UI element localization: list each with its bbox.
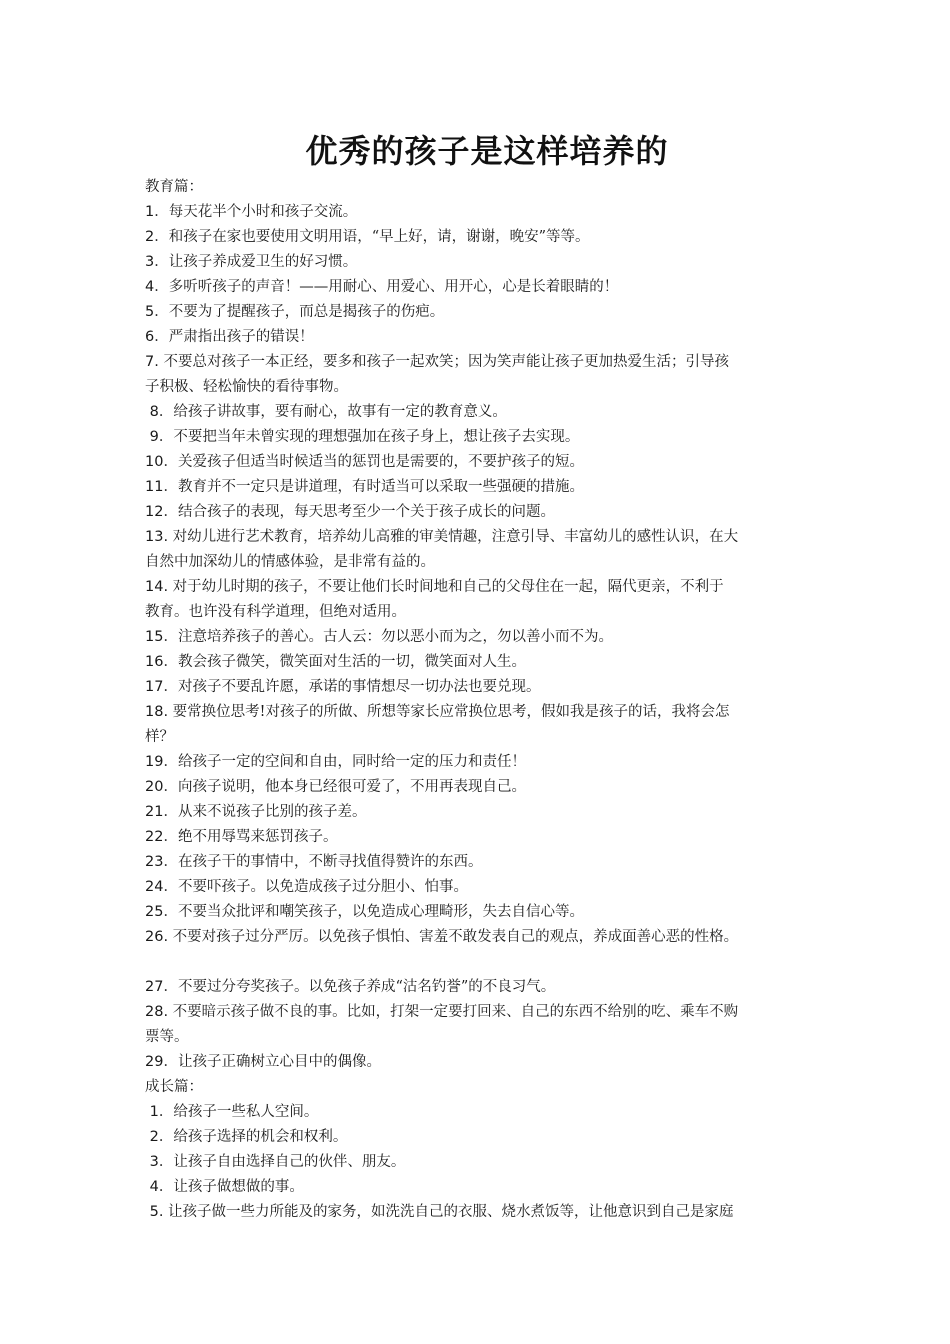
item-text: 样？: [145, 729, 174, 745]
text-line: [145, 750, 809, 775]
text-line: [145, 575, 809, 600]
item-number: 2．: [145, 1129, 174, 1145]
item-text: 绝不用辱骂来惩罚孩子。: [177, 829, 338, 845]
item-text: 不要对孩子过分严厉。以免孩子惧怕、害羞不敢发表自己的观点，养成面善心恶的性格。: [168, 929, 739, 945]
item-text: 让孩子做想做的事。: [173, 1179, 304, 1195]
item-number: 28.: [145, 1004, 169, 1020]
item-text: 给孩子一些私人空间。: [173, 1104, 319, 1120]
item-number: 20．: [145, 779, 178, 795]
item-number: 11．: [145, 479, 178, 495]
item-text: 不要把当年未曾实现的理想强加在孩子身上，想让孩子去实现。: [173, 429, 580, 445]
item-text: 从来不说孩子比别的孩子差。: [177, 804, 367, 820]
item-number: 12．: [145, 504, 178, 520]
text-line: [145, 1100, 809, 1125]
item-number: 23．: [145, 854, 178, 870]
text-line: [145, 850, 809, 875]
item-text: 不要当众批评和嘲笑孩子，以免造成心理畸形，失去自信心等。: [177, 904, 584, 920]
item-text: 对于幼儿时期的孩子，不要让他们长时间地和自己的父母住在一起，隔代更亲，不利于: [168, 579, 724, 595]
item-text: 要常换位思考!对孩子的所做、所想等家长应常换位思考，假如我是孩子的话，我将会怎: [168, 704, 730, 720]
text-line: [145, 675, 809, 700]
item-text: 不要总对孩子一本正经，要多和孩子一起欢笑；因为笑声能让孩子更加热爱生活；引导孩: [158, 354, 729, 370]
item-text: 教会孩子微笑，微笑面对生活的一切，微笑面对人生。: [177, 654, 526, 670]
item-text: 子积极、轻松愉快的看待事物。: [145, 379, 348, 395]
item-number: 27．: [145, 979, 178, 995]
text-line: [145, 725, 809, 750]
item-text: 给孩子选择的机会和权利。: [173, 1129, 348, 1145]
item-text: 教育。也许没有科学道理，但绝对适用。: [145, 604, 406, 620]
item-number: 24．: [145, 879, 178, 895]
text-line: [145, 900, 809, 925]
text-line: [145, 600, 809, 625]
item-text: 在孩子干的事情中，不断寻找值得赞许的东西。: [177, 854, 483, 870]
item-number: 5．: [145, 304, 169, 320]
document-title: 优秀的孩子是这样培养的: [305, 132, 669, 170]
item-text: 对孩子不要乱许愿，承诺的事情想尽一切办法也要兑现。: [177, 679, 541, 695]
document-body: [145, 175, 809, 1225]
item-text: 给孩子讲故事，要有耐心，故事有一定的教育意义。: [173, 404, 507, 420]
text-line: [145, 350, 809, 375]
item-number: 8．: [145, 404, 174, 420]
document-page: [145, 0, 809, 1225]
item-text: 和孩子在家也要使用文明用语，“早上好，请，谢谢，晚安”等等。: [168, 229, 590, 245]
text-line: [145, 975, 809, 1000]
item-number: 17．: [145, 679, 178, 695]
item-number: 19．: [145, 754, 178, 770]
item-number: 2．: [145, 229, 169, 245]
item-number: 6．: [145, 329, 169, 345]
item-number: 3．: [145, 254, 169, 270]
item-text: 关爱孩子但适当时候适当的惩罚也是需要的，不要护孩子的短。: [177, 454, 584, 470]
text-line: [145, 425, 809, 450]
item-text: 让孩子做一些力所能及的家务，如洗洗自己的衣服、烧水煮饭等，让他意识到自己是家庭: [163, 1204, 734, 1220]
item-number: 22．: [145, 829, 178, 845]
item-text: 向孩子说明，他本身已经很可爱了，不用再表现自己。: [177, 779, 526, 795]
text-line: [145, 800, 809, 825]
text-line: [145, 400, 809, 425]
text-line: [145, 1025, 809, 1050]
item-text: 结合孩子的表现，每天思考至少一个关于孩子成长的问题。: [177, 504, 555, 520]
item-number: 15．: [145, 629, 178, 645]
blank-line: [145, 950, 809, 975]
text-line: [145, 225, 809, 250]
item-number: 1．: [145, 204, 169, 220]
item-number: 16．: [145, 654, 178, 670]
item-text: 让孩子正确树立心目中的偶像。: [177, 1054, 381, 1070]
item-number: 4．: [145, 279, 169, 295]
item-text: 多听听孩子的声音！——用耐心、用爱心、用开心，心是长着眼睛的！: [168, 279, 619, 295]
text-line: [145, 375, 809, 400]
item-number: 7.: [145, 354, 159, 370]
text-line: [145, 200, 809, 225]
text-line: [145, 925, 809, 950]
item-number: 21．: [145, 804, 178, 820]
item-text: 严肃指出孩子的错误！: [168, 329, 314, 345]
item-number: 18.: [145, 704, 169, 720]
text-line: [145, 625, 809, 650]
text-line: [145, 550, 809, 575]
text-line: [145, 1200, 809, 1225]
item-text: 每天花半个小时和孩子交流。: [168, 204, 358, 220]
item-text: 对幼儿进行艺术教育，培养幼儿高雅的审美情趣，注意引导、丰富幼儿的感性认识，在大: [168, 529, 739, 545]
text-line: [145, 300, 809, 325]
text-line: [145, 450, 809, 475]
text-line: [145, 1050, 809, 1075]
text-line: [145, 1000, 809, 1025]
text-line: [145, 1175, 809, 1200]
item-text: 注意培养孩子的善心。古人云：勿以恶小而为之，勿以善小而不为。: [177, 629, 613, 645]
item-number: 29．: [145, 1054, 178, 1070]
text-line: [145, 175, 809, 200]
text-line: [145, 525, 809, 550]
item-text: 成长篇：: [145, 1079, 203, 1095]
item-number: 9．: [145, 429, 174, 445]
item-text: 教育并不一定只是讲道理，有时适当可以采取一些强硬的措施。: [177, 479, 584, 495]
item-number: 25．: [145, 904, 178, 920]
item-number: 13.: [145, 529, 169, 545]
item-text: 不要吓孩子。以免造成孩子过分胆小、怕事。: [177, 879, 468, 895]
text-line: [145, 1125, 809, 1150]
text-line: [145, 475, 809, 500]
item-text: 不要为了提醒孩子，而总是揭孩子的伤疤。: [168, 304, 445, 320]
item-text: 教育篇：: [145, 179, 203, 195]
text-line: [145, 325, 809, 350]
item-text: 让孩子养成爱卫生的好习惯。: [168, 254, 358, 270]
item-text: 不要暗示孩子做不良的事。比如，打架一定要打回来、自己的东西不给别的吃、乘车不购: [168, 1004, 739, 1020]
text-line: [145, 700, 809, 725]
item-number: 4．: [145, 1179, 174, 1195]
item-number: 3．: [145, 1154, 174, 1170]
item-text: 让孩子自由选择自己的伙伴、朋友。: [173, 1154, 406, 1170]
text-line: [145, 775, 809, 800]
text-line: [145, 250, 809, 275]
text-line: [145, 275, 809, 300]
text-line: [145, 825, 809, 850]
item-number: 26.: [145, 929, 169, 945]
text-line: [145, 1075, 809, 1100]
item-text: 不要过分夸奖孩子。以免孩子养成“沽名钓誉”的不良习气。: [177, 979, 556, 995]
item-text: 自然中加深幼儿的情感体验，是非常有益的。: [145, 554, 435, 570]
item-text: 票等。: [145, 1029, 189, 1045]
item-number: 14.: [145, 579, 169, 595]
text-line: [145, 650, 809, 675]
item-number: 5.: [145, 1204, 164, 1220]
item-number: 1．: [145, 1104, 174, 1120]
item-text: 给孩子一定的空间和自由，同时给一定的压力和责任！: [177, 754, 526, 770]
text-line: [145, 500, 809, 525]
text-line: [145, 875, 809, 900]
item-number: 10．: [145, 454, 178, 470]
text-line: [145, 1150, 809, 1175]
